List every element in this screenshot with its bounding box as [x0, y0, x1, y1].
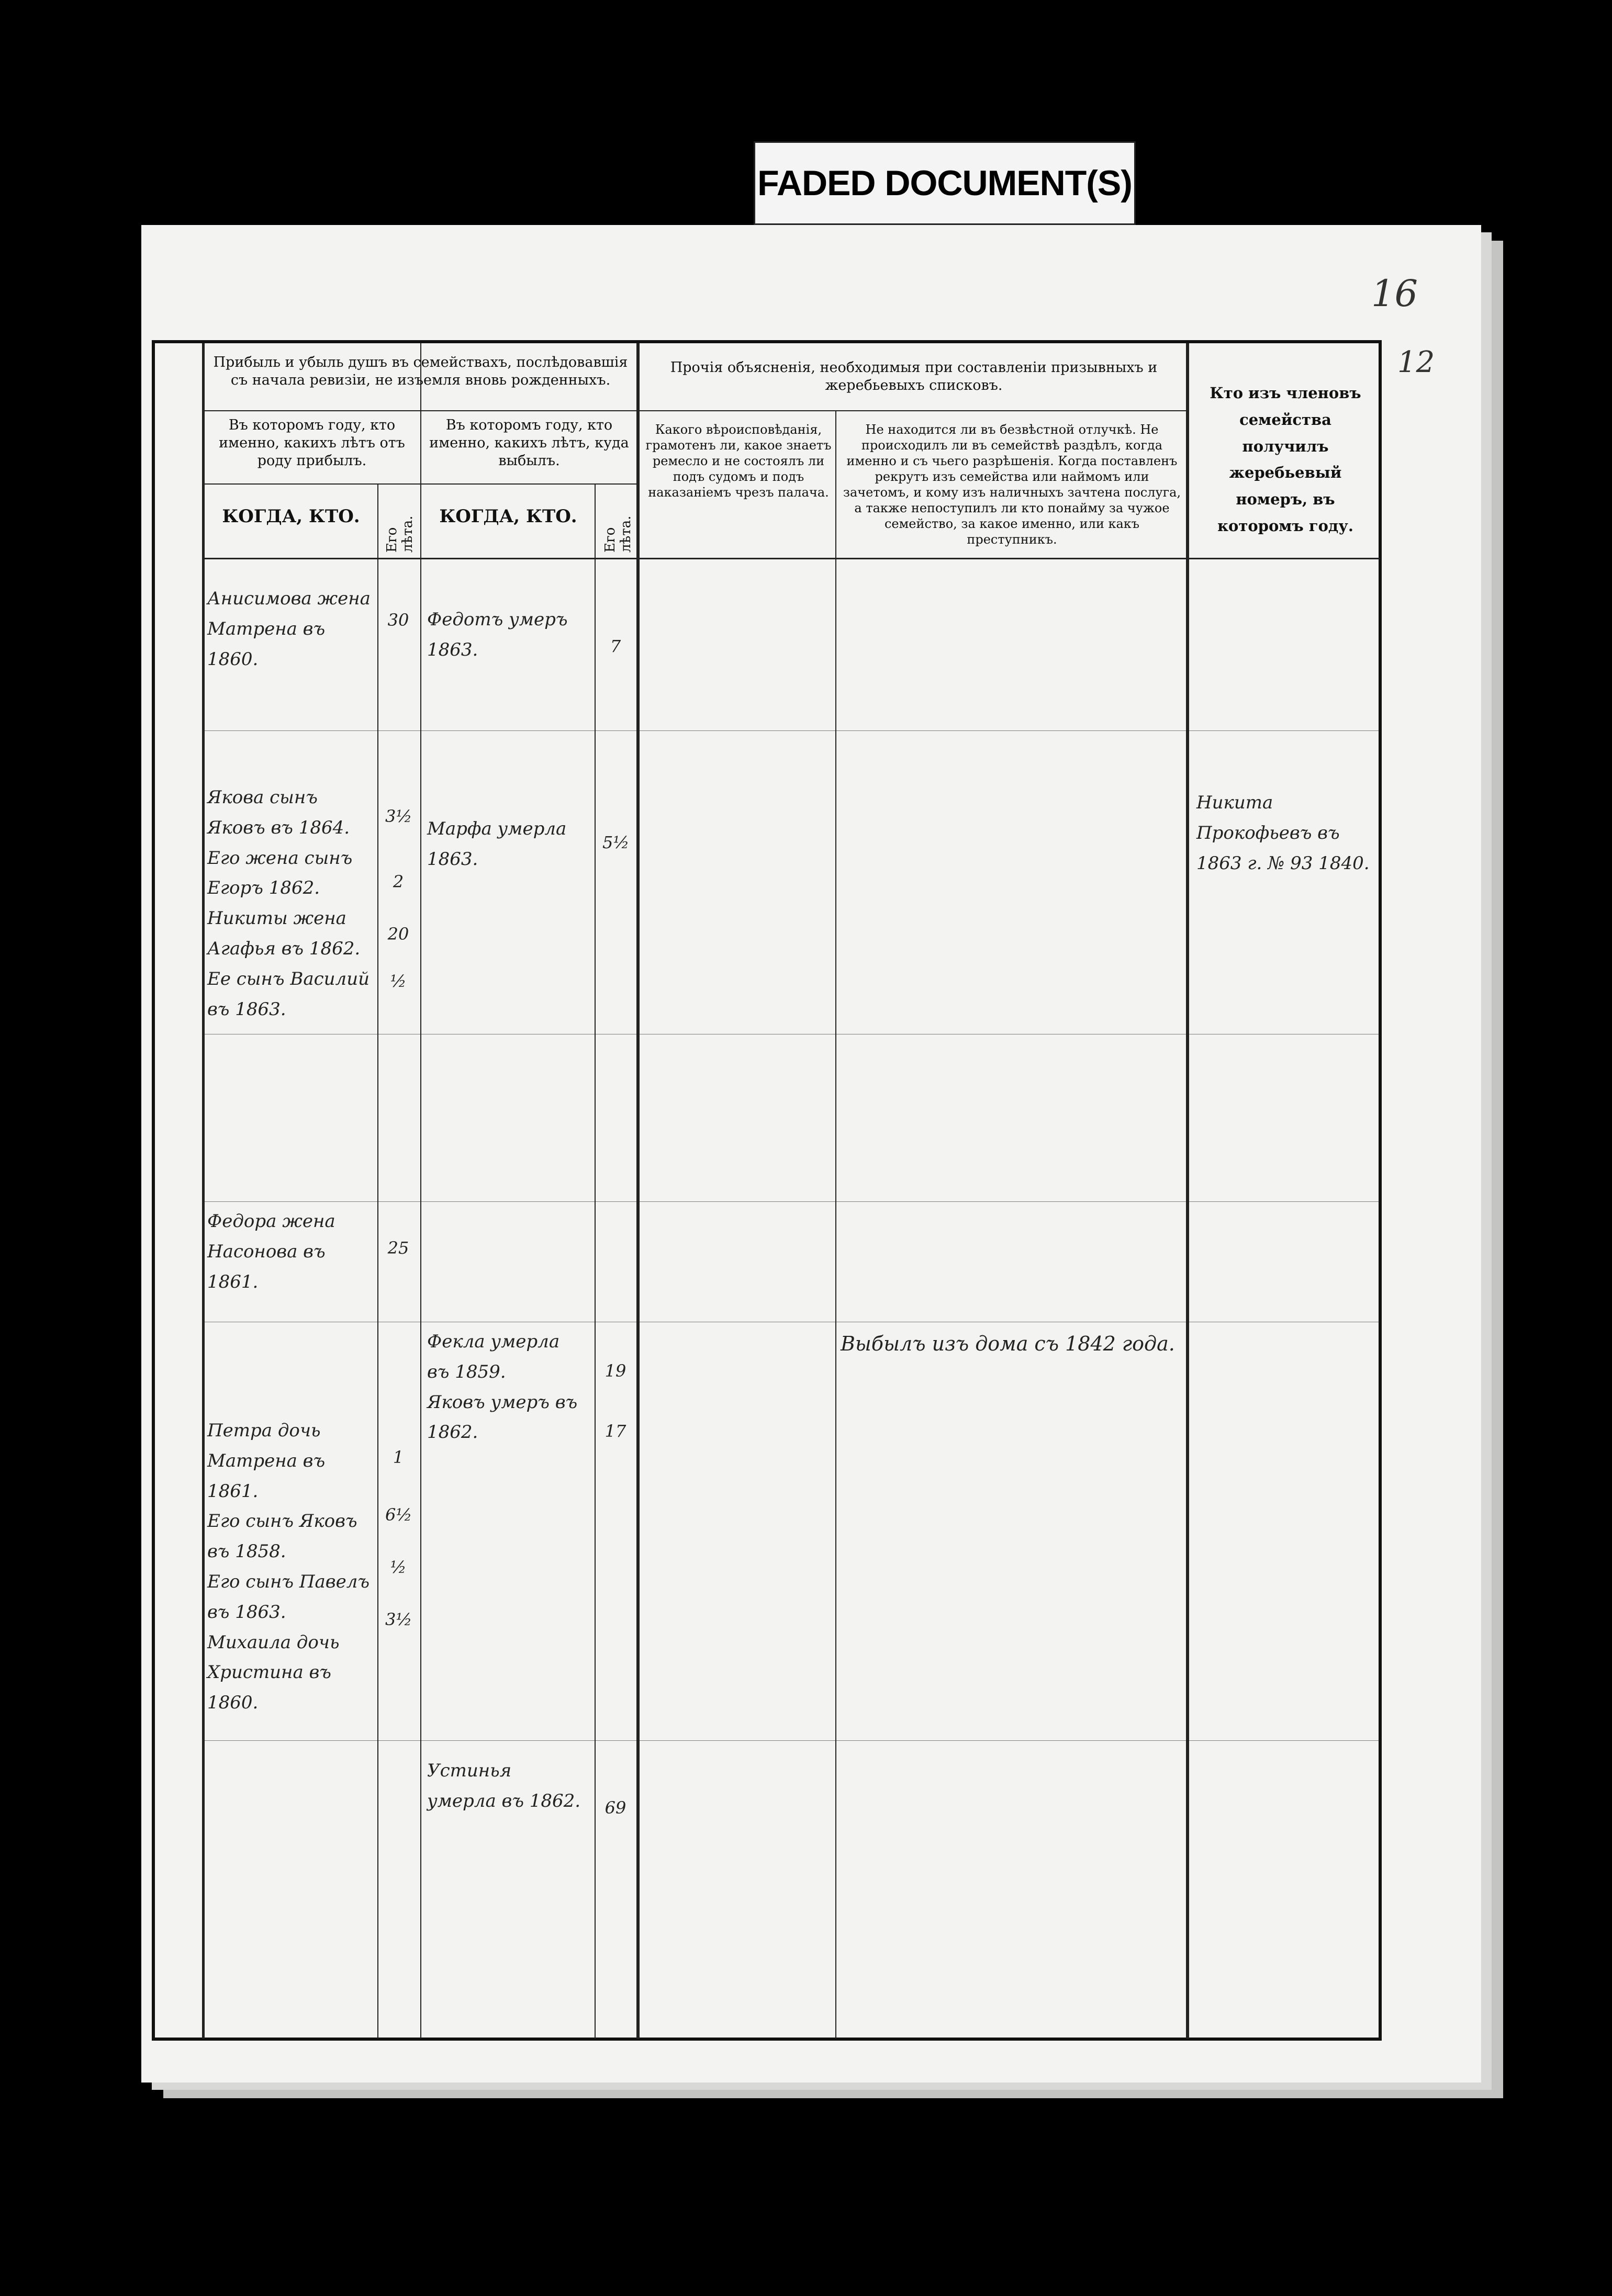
corner-mark: 12: [1397, 345, 1435, 379]
row2-arrived-age: 20: [387, 924, 409, 944]
row2-departed-age: 5½: [602, 832, 630, 852]
row1-departed: Федотъ умеръ 1863.: [427, 609, 568, 660]
header-arrived: Въ которомъ году, кто именно, какихъ лѣтъ отъ роду прибылъ.: [219, 417, 405, 469]
header-rule-3: [202, 558, 1380, 559]
header-lot-number: Кто изъ членовъ семейства получилъ жеребьевый номеръ, въ которомъ году.: [1210, 384, 1361, 535]
row2-lot-number: Никита Прокофьевъ въ 1863 г. № 93 1840.: [1196, 792, 1370, 874]
header-religion: Какого вѣроисповѣданія, грамотенъ ли, какое знаетъ ремесло и не состоялъ ли подъ судомъ и подъ наказаніемъ чрезъ палача.: [645, 422, 832, 500]
row5-arrived-age: 1: [393, 1447, 404, 1467]
row-separator: [202, 730, 1380, 731]
row5-arrived-age: 6½: [385, 1505, 412, 1525]
header-absence: Не находится ли въ безвѣстной отлучкѣ. Не происходилъ ли въ семействѣ раздѣлъ, когда именно и съ чьего разрѣшенія. Когда поставленъ рекрутъ изъ семейства или наймомъ или зачетомъ, и кому изъ наличныхъ зачтена послуга, а также непоступилъ ли кто понайму за чужое семейство, за какое именно, или какъ преступникъ.: [843, 422, 1181, 547]
header-other-explanations: Прочія объясненія, необходимыя при составленіи призывныхъ и жеребьевыхъ списковъ.: [670, 359, 1158, 393]
row2-departed: Марфа умерла 1863.: [427, 818, 567, 870]
col-border-departed-age: [595, 485, 596, 2039]
col-border-lot: [1186, 343, 1189, 2039]
row2-arrived-age: 3½: [385, 806, 412, 826]
header-departed-age: Его лѣта.: [602, 515, 634, 553]
col-border-group: [636, 343, 640, 2039]
col-border-arrived-departed: [420, 343, 421, 2039]
header-rule-1: [202, 410, 1186, 411]
row2-arrived-age: ½: [390, 971, 407, 991]
row-separator: [202, 1740, 1380, 1741]
header-rule-2: [202, 483, 639, 485]
row5-arrived-age: 3½: [385, 1610, 412, 1629]
register-table: [152, 340, 1382, 2041]
header-arrived-age: Его лѣта.: [384, 515, 416, 553]
row5-departed-age: 19: [604, 1361, 626, 1381]
row5-arrived: Петра дочь Матрена въ 1861. Его сынъ Яковъ въ 1858. Его сынъ Павелъ въ 1863. Михаила дочь Христина въ 1860.: [207, 1420, 370, 1714]
row5-arrived-age: ½: [390, 1557, 407, 1577]
col-border-religion: [835, 411, 836, 2039]
faded-document-stamp: [754, 141, 1136, 225]
header-departed: Въ которомъ году, кто именно, какихъ лѣтъ, куда выбылъ.: [429, 417, 629, 469]
row4-arrived-age: 25: [387, 1238, 409, 1258]
row1-arrived-age: 30: [387, 610, 409, 630]
row1-departed-age: 7: [610, 636, 621, 656]
stamp-text: FADED DOCUMENT(S): [757, 163, 1132, 203]
header-gain-loss: Прибыль и убыль душъ въ семействахъ, послѣдовавшія съ начала ревизіи, не изъемля вновь рожденныхъ.: [213, 354, 628, 388]
row5-departed-age: 17: [604, 1421, 626, 1441]
row2-arrived-age: 2: [393, 872, 404, 892]
col-border-left: [202, 343, 205, 2039]
row6-departed-age: 69: [604, 1798, 626, 1818]
row-separator: [202, 1201, 1380, 1202]
row4-arrived: Федора жена Насонова въ 1861.: [207, 1211, 335, 1292]
row1-arrived: Анисимова жена Матрена въ 1860.: [207, 588, 371, 670]
row6-departed: Устинья умерла въ 1862.: [427, 1760, 581, 1811]
col-border-arrived-age: [377, 485, 378, 2039]
row5-departed: Фекла умерла въ 1859. Яковъ умеръ въ 1862.: [427, 1331, 578, 1443]
page-number: 16: [1371, 272, 1418, 315]
row5-absence: Выбылъ изъ дома съ 1842 года.: [841, 1332, 1175, 1355]
row2-arrived: Якова сынъ Яковъ въ 1864. Его жена сынъ Егоръ 1862. Никиты жена Агафья въ 1862. Ее сынъ Василий въ 1863.: [207, 787, 370, 1020]
header-departed-when-who: КОГДА, КТО.: [439, 506, 577, 527]
header-arrived-when-who: КОГДА, КТО.: [222, 506, 360, 527]
